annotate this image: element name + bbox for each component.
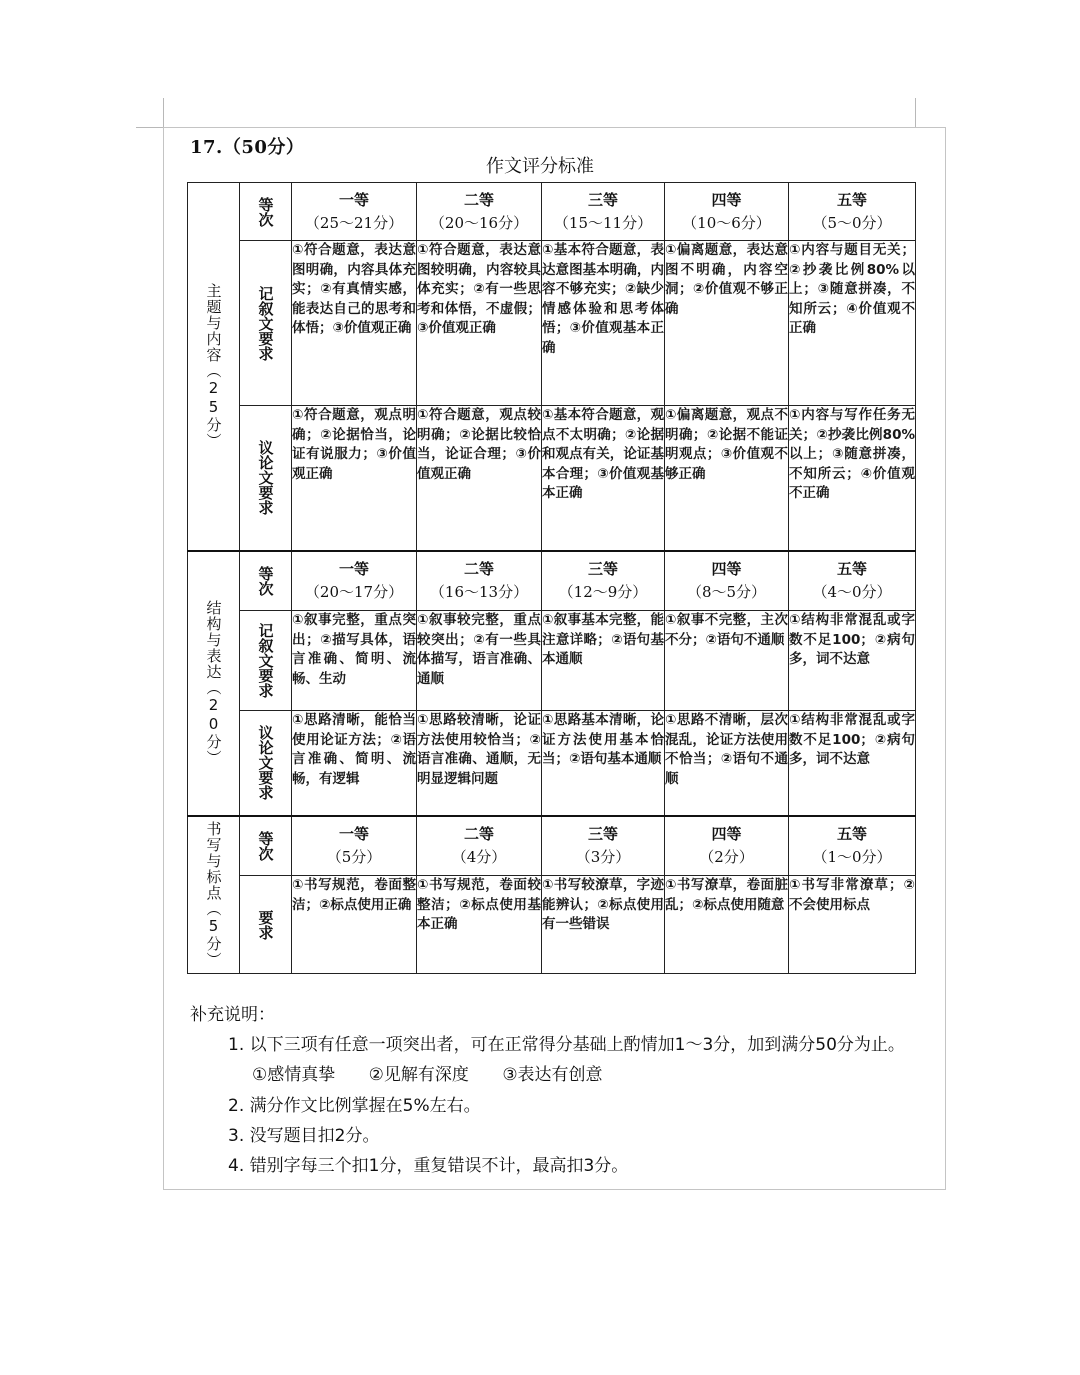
grade-header: 五等 （1～0分） (789, 816, 916, 876)
grade-row-label: 等次 (256, 830, 275, 861)
criteria-cell: ①内容与写作任务无关；②抄袭比例80%以上；③随意拼凑，不知所云；④价值观不正确 (789, 406, 916, 551)
note-sub-item: ③表达有创意 (502, 1065, 603, 1085)
section1-label-cell (188, 183, 240, 551)
criteria-cell: ①叙事基本完整，能注意详略；②语句基本通顺 (542, 611, 665, 711)
section3-grade-row (188, 816, 916, 876)
grade-header: 二等 （20～16分） (417, 183, 542, 241)
grade-header: 四等 （2分） (665, 816, 789, 876)
section3-label: 书写与标点（5分） (204, 821, 223, 969)
grade-header: 二等 （4分） (417, 816, 542, 876)
grade-header: 一等 （5分） (292, 816, 417, 876)
crop-mark-left-h (136, 127, 164, 128)
criteria-cell: ①思路清晰，能恰当使用论证方法；②语言准确、简明、流畅，有逻辑 (292, 711, 417, 816)
section1-label: 主题与内容（25分） (204, 283, 223, 450)
criteria-cell: ①结构非常混乱或字数不足100；②病句多，词不达意 (789, 711, 916, 816)
criteria-cell: ①内容与题目无关；②抄袭比例80%以上；③随意拼凑，不知所云；④价值观不正确 (789, 241, 916, 406)
criteria-cell: ①书写较潦草，字迹能辨认；②标点使用有一些错误 (542, 876, 665, 974)
argument-row-label: 议论文要求 (256, 725, 275, 801)
criteria-cell: ①符合题意，表达意图明确，内容具体充实；②有真情实感，能表达自己的思考和体悟；③价值观正确 (292, 241, 417, 406)
crop-mark-left (163, 98, 164, 128)
criteria-cell: ①基本符合题意，表达意图基本明确，内容不够充实；②缺少情感体验和思考体悟；③价值观基本正确 (542, 241, 665, 406)
section3-label-cell (188, 816, 240, 974)
grade-row-label: 等次 (256, 565, 275, 596)
criteria-cell: ①结构非常混乱或字数不足100；②病句多，词不达意 (789, 611, 916, 711)
criteria-cell: ①书写规范，卷面较整洁；②标点使用基本正确 (417, 876, 542, 974)
section2-grade-row (188, 551, 916, 611)
section1-narrative-row (188, 241, 916, 406)
section2-label: 结构与表达（20分） (204, 600, 223, 766)
criteria-cell: ①思路不清晰，层次混乱，论证方法使用不恰当；②语句不通顺 (665, 711, 789, 816)
note-item: 1. 以下三项有任意一项突出者，可在正常得分基础上酌情加1～3分，加到满分50分为止。 (228, 1035, 905, 1055)
grade-header: 一等 （25～21分） (292, 183, 417, 241)
section2-argument-row (188, 711, 916, 816)
grade-header: 四等 （8～5分） (665, 551, 789, 611)
criteria-cell: ①叙事完整，重点突出；②描写具体，语言准确、简明、流畅、生动 (292, 611, 417, 711)
criteria-cell: ①书写规范，卷面整洁；②标点使用正确 (292, 876, 417, 974)
criteria-cell: ①符合题意，表达意图较明确，内容较具体充实；②有一些思考和体悟，不虚假；③价值观正确 (417, 241, 542, 406)
grade-header: 二等 （16～13分） (417, 551, 542, 611)
note-sub-item: ②见解有深度 (368, 1065, 469, 1085)
criteria-cell: ①偏离题意，观点不明确；②论据不能证明观点；③价值观不够正确 (665, 406, 789, 551)
supplementary-notes (190, 1000, 930, 1176)
narrative-row-label: 记叙文要求 (256, 623, 275, 698)
argument-row-label: 议论文要求 (256, 440, 275, 516)
grade-header: 三等 （15～11分） (542, 183, 665, 241)
section1-grade-row (188, 183, 916, 241)
note-sub-items (252, 1060, 631, 1085)
requirement-row-label: 要求 (256, 909, 275, 940)
grade-row-label: 等次 (256, 196, 275, 227)
scoring-rubric-table (187, 182, 916, 974)
note-sub-item: ①感情真挚 (252, 1065, 336, 1085)
criteria-cell: ①符合题意，观点较明确；②论据比较恰当，论证合理；③价值观正确 (417, 406, 542, 551)
grade-header: 三等 （3分） (542, 816, 665, 876)
note-item: 3. 没写题目扣2分。 (228, 1126, 380, 1146)
criteria-cell: ①基本符合题意，观点不太明确；②论据和观点有关，论证基本合理；③价值观基本正确 (542, 406, 665, 551)
note-item: 2. 满分作文比例掌握在5%左右。 (228, 1096, 481, 1116)
section1-argument-row (188, 406, 916, 551)
note-item: 4. 错别字每三个扣1分，重复错误不计，最高扣3分。 (228, 1156, 629, 1176)
grade-header: 五等 （4～0分） (789, 551, 916, 611)
criteria-cell: ①符合题意，观点明确；②论据恰当，论证有说服力；③价值观正确 (292, 406, 417, 551)
criteria-cell: ①书写非常潦草；②不会使用标点 (789, 876, 916, 974)
notes-heading: 补充说明： (190, 1005, 275, 1025)
narrative-row-label: 记叙文要求 (256, 285, 275, 361)
criteria-cell: ①叙事较完整，重点较突出；②有一些具体描写，语言准确、通顺 (417, 611, 542, 711)
criteria-cell: ①书写潦草，卷面脏乱；②标点使用随意 (665, 876, 789, 974)
section2-label-cell (188, 551, 240, 816)
grade-header: 四等 （10～6分） (665, 183, 789, 241)
criteria-cell: ①偏离题意，表达意图不明确，内容空洞；②价值观不够正确 (665, 241, 789, 406)
criteria-cell: ①思路较清晰，论证方法使用较恰当；②语言准确、通顺，无明显逻辑问题 (417, 711, 542, 816)
section2-narrative-row (188, 611, 916, 711)
crop-mark-right (915, 98, 916, 128)
table-title: 作文评分标准 (486, 156, 594, 177)
section3-requirement-row (188, 876, 916, 974)
grade-header: 三等 （12～9分） (542, 551, 665, 611)
grade-header: 一等 （20～17分） (292, 551, 417, 611)
question-number: 17.（50分） (190, 137, 305, 158)
grade-header: 五等 （5～0分） (789, 183, 916, 241)
criteria-cell: ①叙事不完整，主次不分；②语句不通顺 (665, 611, 789, 711)
criteria-cell: ①思路基本清晰，论证方法使用基本恰当；②语句基本通顺 (542, 711, 665, 816)
